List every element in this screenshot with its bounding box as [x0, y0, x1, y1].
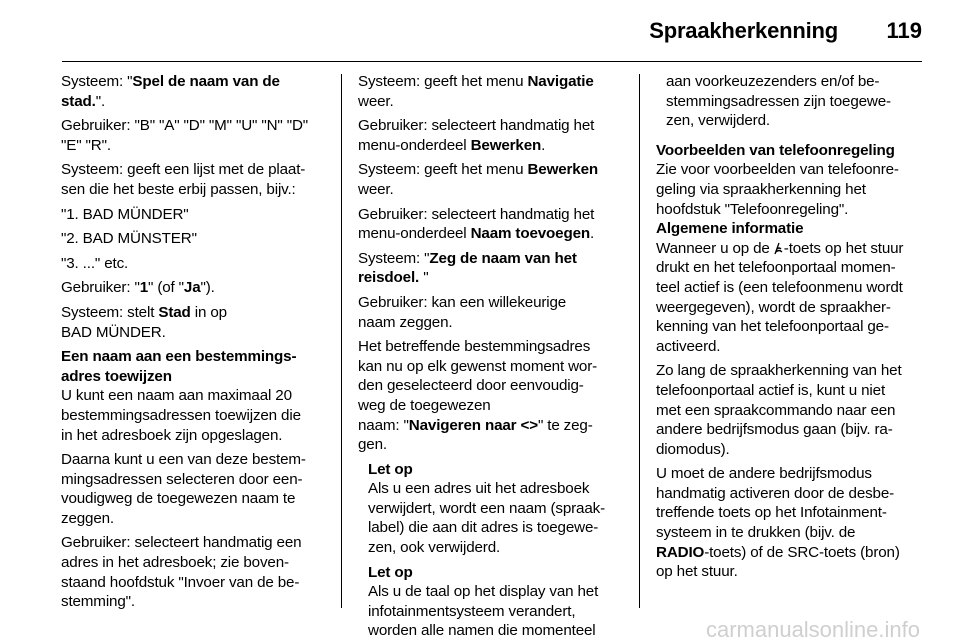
text-line: met een spraakcommando naar een: [656, 401, 896, 419]
text-line: staand hoofdstuk "Invoer van de be-: [61, 573, 300, 591]
section-heading: Een naam aan een bestemmings-: [61, 348, 297, 366]
column-1: [61, 72, 333, 612]
text-line: in het adresboek zijn opgeslagen.: [61, 426, 283, 444]
text-line: Gebruiker: selecteert handmatig het: [358, 205, 595, 223]
text-line: zeggen.: [61, 509, 114, 527]
text-line: Gebruiker: "1" (of "Ja").: [61, 279, 215, 297]
text-line: weer.: [358, 92, 394, 110]
text-line: Gebruiker: selecteert handmatig het: [358, 117, 595, 135]
column-divider-1: [341, 74, 342, 608]
text-line: mingsadressen selecteren door een-: [61, 470, 303, 488]
text-line: stad.".: [61, 92, 106, 110]
text-line: Systeem: "Spel de naam van de: [61, 73, 280, 90]
text-line: verwijdert, wordt een naam (spraak-: [368, 499, 606, 517]
text-line: Gebruiker: kan een willekeurige: [358, 293, 567, 311]
text-line: Gebruiker: selecteert handmatig een: [61, 534, 302, 552]
text-line: naam zeggen.: [358, 313, 453, 331]
text-line: U moet de andere bedrijfsmodus: [656, 465, 872, 483]
text-line: BAD MÜNDER.: [61, 323, 166, 341]
text-line: menu-onderdeel Bewerken.: [358, 136, 546, 154]
text-line: Systeem: geeft het menu Bewerken: [358, 161, 599, 179]
text-line: worden alle namen die momenteel: [368, 622, 596, 640]
text-line: den geselecteerd door eenvoudig-: [358, 377, 584, 395]
text-line: activeerd.: [656, 337, 721, 355]
text-line: Gebruiker: "B" "A" "D" "M" "U" "N" "D": [61, 117, 309, 135]
watermark: carmanualsonline.info: [705, 617, 920, 642]
text-line: gen.: [358, 436, 387, 454]
text-line: Als u een adres uit het adresboek: [368, 480, 590, 498]
text-line: drukt en het telefoonportaal momen-: [656, 259, 896, 277]
text-line: andere bedrijfsmodus gaan (bijv. ra-: [656, 421, 893, 439]
section-heading: Algemene informatie: [656, 220, 804, 238]
text-line: weer.: [358, 180, 394, 198]
text-line: reisdoel. ": [358, 269, 429, 287]
page-title: Spraakherkenning: [649, 18, 838, 43]
text-line: Als u de taal op het display van het: [368, 583, 599, 601]
column-3: [656, 72, 928, 582]
text-line: adres in het adresboek; zie boven-: [61, 554, 289, 572]
text-line: stemmingsadressen zijn toegewe-: [666, 92, 891, 110]
text-line: telefoonportaal actief is, kunt u niet: [656, 381, 886, 399]
text-line: aan voorkeuzezenders en/of be-: [666, 73, 880, 90]
text-line: geling via spraakherkenning het: [656, 180, 866, 198]
text-line: "2. BAD MÜNSTER": [61, 230, 197, 248]
text-line: diomodus).: [656, 440, 730, 458]
text-line: Systeem: "Zeg de naam van het: [358, 249, 577, 267]
text-line: handmatig activeren door de desbe-: [656, 484, 895, 502]
note-continuation: [656, 72, 928, 131]
text-line: Systeem: stelt Stad in op: [61, 303, 227, 321]
text-line: Wanneer u op de -toets op het stuur: [656, 239, 904, 257]
text-line: "E" "R".: [61, 136, 111, 154]
text-line: zen, verwijderd.: [666, 112, 770, 130]
text-line: kan nu op elk gewenst moment wor-: [358, 357, 598, 375]
text-line: sen die het beste erbij passen, bijv.:: [61, 180, 296, 198]
text-line: stemming".: [61, 593, 135, 611]
text-line: Daarna kunt u een van deze bestem-: [61, 451, 306, 469]
text-line: label) die aan dit adres is toegewe-: [368, 519, 599, 537]
voice-control-icon: [774, 241, 784, 255]
note-heading: Let op: [368, 563, 413, 581]
text-line: bestemmingsadressen toewijzen die: [61, 406, 301, 424]
text-line: weg de toegewezen: [358, 396, 491, 414]
text-line: treffende toets op het Infotainment-: [656, 504, 887, 522]
text-line: kenning van het telefoonportaal ge-: [656, 318, 889, 336]
column-2: [358, 72, 630, 641]
text-line: systeem in te drukken (bijv. de: [656, 524, 856, 542]
text-line: U kunt een naam aan maximaal 20: [61, 387, 292, 405]
text-line: "3. ..." etc.: [61, 254, 129, 272]
text-line: naam: "Navigeren naar <>" te zeg-: [358, 416, 593, 434]
text-line: Systeem: geeft het menu Navigatie: [358, 73, 594, 90]
text-line: zen, ook verwijderd.: [368, 539, 501, 557]
text-line: teel actief is (een telefoonmenu wordt: [656, 278, 903, 296]
header-divider: [62, 61, 922, 62]
text-line: voudigweg de toegewezen naam te: [61, 490, 296, 508]
text-line: Zie voor voorbeelden van telefoonre-: [656, 161, 899, 179]
text-line: "1. BAD MÜNDER": [61, 205, 189, 223]
note-box: [358, 460, 630, 641]
column-divider-2: [639, 74, 640, 608]
text-line: infotainmentsysteem verandert,: [368, 602, 576, 620]
page-number: 119: [886, 18, 922, 43]
text-line: Systeem: geeft een lijst met de plaat-: [61, 161, 306, 179]
note-heading: Let op: [368, 460, 413, 478]
text-line: hoofdstuk "Telefoonregeling".: [656, 200, 849, 218]
text-line: Zo lang de spraakherkenning van het: [656, 362, 902, 380]
text-line: weergegeven), wordt de spraakher-: [656, 298, 891, 316]
text-line: menu-onderdeel Naam toevoegen.: [358, 225, 595, 243]
section-heading: adres toewijzen: [61, 367, 172, 385]
text-line: RADIO-toets) of de SRC-toets (bron): [656, 543, 900, 561]
text-line: Het betreffende bestemmingsadres: [358, 338, 591, 356]
text-line: op het stuur.: [656, 563, 738, 581]
section-heading: Voorbeelden van telefoonregeling: [656, 141, 895, 159]
